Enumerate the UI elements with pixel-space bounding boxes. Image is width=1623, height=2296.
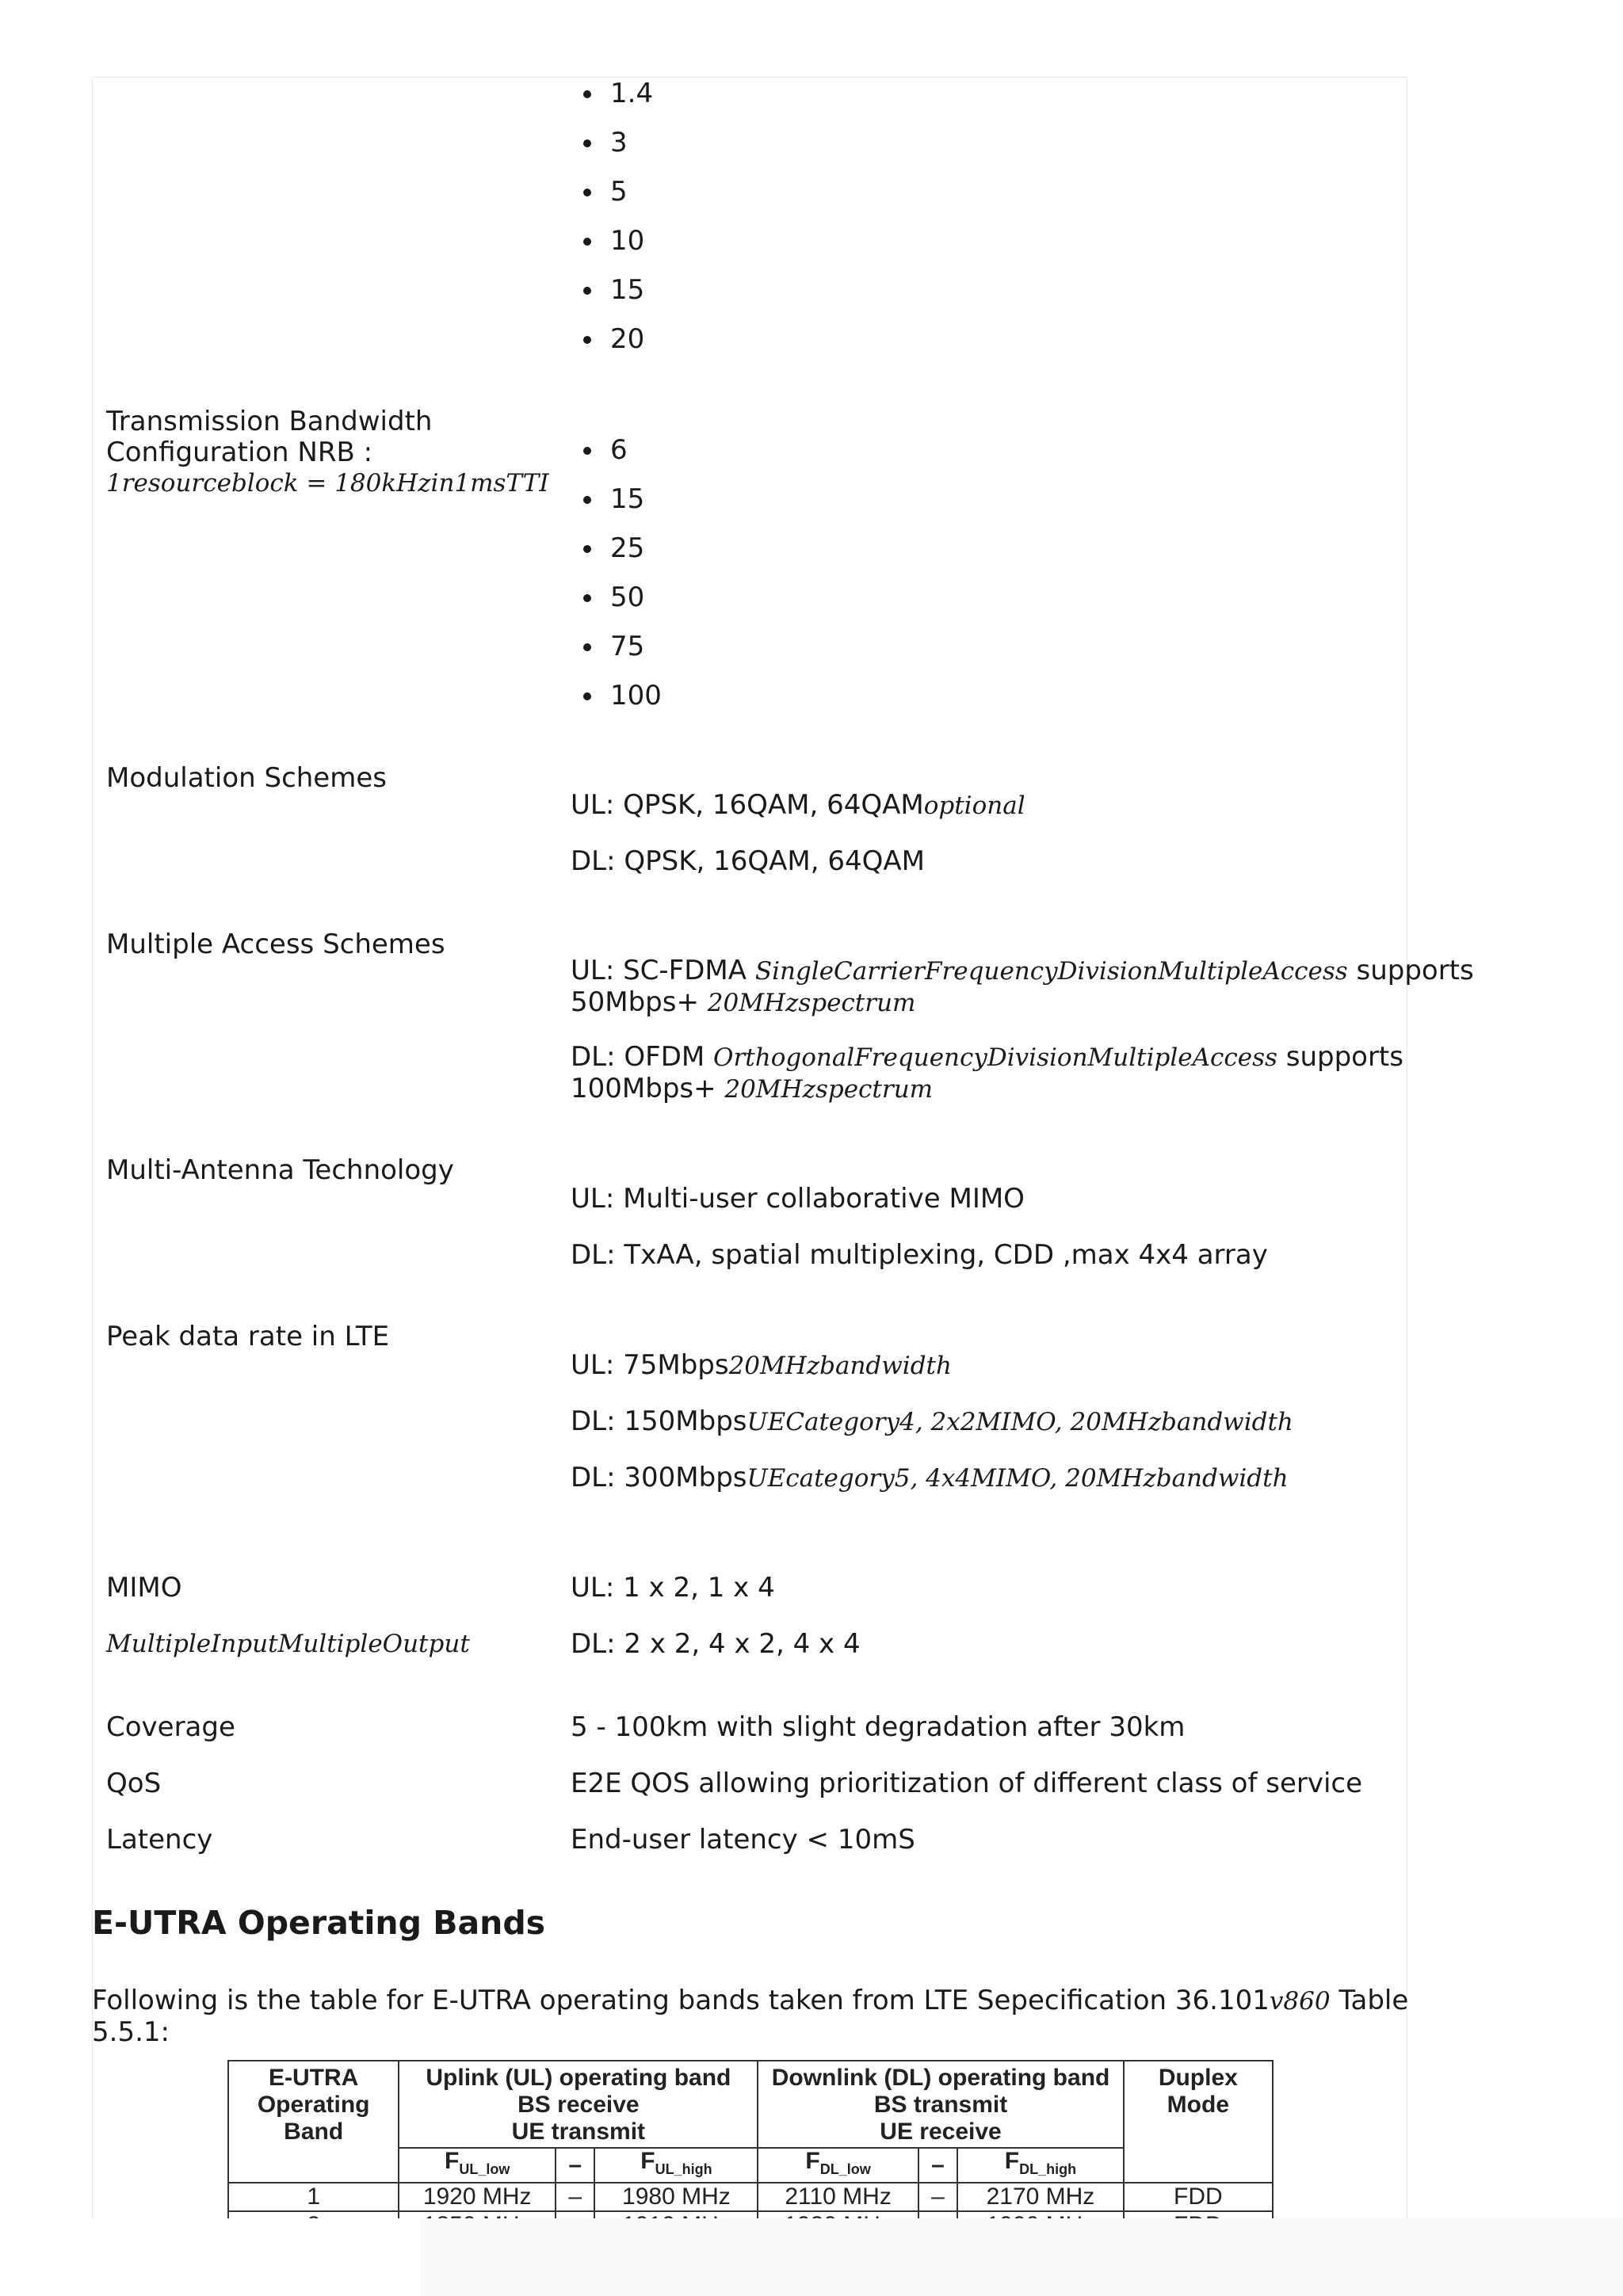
ul-expansion: SingleCarrierFrequencyDivisionMultipleAccess [754, 957, 1348, 986]
operating-bands-table [227, 2060, 1274, 2241]
mimo-label-note: MultipleInputMultipleOutput [106, 1630, 470, 1658]
ul-line2: 50Mbps+ [571, 986, 708, 1018]
list-item: 20 [610, 323, 653, 372]
ul-suffix: supports [1347, 955, 1474, 986]
sub-dl-low [758, 2148, 918, 2183]
latency-label: Latency [106, 1824, 213, 1855]
sub-ul-low [399, 2148, 556, 2183]
peak-dl1-text: DL: 150Mbps [571, 1405, 747, 1437]
peak-rate-dl1 [571, 1406, 1293, 1438]
cell-dl-high: 2170 MHz [957, 2183, 1123, 2211]
modulation-ul-note: optional [923, 791, 1025, 820]
peak-rate-ul [571, 1350, 952, 1382]
mimo-dl: DL: 2 x 2, 4 x 2, 4 x 4 [571, 1628, 861, 1660]
cell-ul-low: 1920 MHz [399, 2183, 556, 2211]
cell-band: 1 [228, 2183, 399, 2211]
header-band-line: Band [284, 2119, 344, 2145]
list-item: 5 [610, 176, 653, 225]
header-duplex-line: Duplex [1158, 2065, 1238, 2091]
sub-ul-dash: – [556, 2148, 594, 2183]
list-item: 6 [610, 434, 662, 483]
multi-antenna-ul: UL: Multi-user collaborative MIMO [571, 1183, 1025, 1215]
sub-dl-dash: – [918, 2148, 957, 2183]
sub-index: DL_high [1019, 2161, 1077, 2177]
cell-ul-high: 1980 MHz [594, 2183, 758, 2211]
header-uplink-line: UE transmit [511, 2119, 646, 2145]
peak-ul-text: UL: 75Mbps [571, 1349, 729, 1381]
content-frame [92, 77, 1407, 2219]
header-downlink-line: UE receive [880, 2119, 1002, 2145]
sub-index: UL_high [655, 2161, 712, 2177]
nrb-formula: 1resourceblock = 180kHzin1msTTI [106, 469, 549, 498]
multiple-access-label: Multiple Access Schemes [106, 929, 445, 960]
peak-dl1-note: UECategory4, 2x2MIMO, 20MHzbandwidth [747, 1408, 1293, 1436]
table-row [228, 2183, 1273, 2211]
modulation-label: Modulation Schemes [106, 762, 387, 794]
list-item: 10 [610, 225, 653, 274]
modulation-dl: DL: QPSK, 16QAM, 64QAM [571, 845, 925, 877]
coverage-label: Coverage [106, 1711, 235, 1743]
header-uplink-line: Uplink (UL) operating band [426, 2065, 731, 2091]
header-downlink [758, 2061, 1123, 2148]
sub-symbol: F [640, 2148, 655, 2174]
multiple-access-ul [571, 955, 1474, 1019]
multiple-access-dl [571, 1042, 1403, 1105]
dl-suffix: supports [1277, 1041, 1403, 1073]
list-item: 15 [610, 483, 662, 532]
intro-version: v860 [1269, 1987, 1331, 2016]
section-intro [92, 1985, 1408, 2048]
list-item: 3 [610, 127, 653, 176]
list-item: 25 [610, 532, 662, 582]
list-item: 15 [610, 274, 653, 323]
cell-dl-low: 2110 MHz [758, 2183, 918, 2211]
list-item: 100 [610, 680, 662, 729]
peak-dl2-text: DL: 300Mbps [571, 1462, 747, 1493]
intro-tail: Table [1330, 1985, 1409, 2016]
qos-value: E2E QOS allowing prioritization of different class of service [571, 1768, 1363, 1799]
intro-line2: 5.5.1: [92, 2016, 170, 2048]
nrb-label-line1: Transmission Bandwidth [106, 406, 433, 437]
dl-line2: 100Mbps+ [571, 1073, 725, 1104]
sub-ul-high [594, 2148, 758, 2183]
nrb-label [106, 406, 549, 499]
sub-symbol: F [805, 2148, 820, 2174]
mimo-label: MIMO [106, 1572, 182, 1604]
nrb-label-line2: Configuration NRB : [106, 437, 373, 468]
header-duplex [1124, 2061, 1273, 2183]
nrb-list [610, 434, 662, 729]
qos-label: QoS [106, 1768, 162, 1799]
dl-expansion: OrthogonalFrequencyDivisionMultipleAccess [713, 1043, 1277, 1072]
cell-mode: FDD [1124, 2183, 1273, 2211]
list-item: 75 [610, 631, 662, 680]
sub-index: DL_low [819, 2161, 871, 2177]
dl-prefix: DL: OFDM [571, 1041, 714, 1073]
sub-symbol: F [445, 2148, 460, 2174]
header-uplink [399, 2061, 758, 2148]
mimo-ul: UL: 1 x 2, 1 x 4 [571, 1572, 775, 1604]
modulation-ul [571, 790, 1025, 822]
list-item: 50 [610, 582, 662, 631]
ul-line2-note: 20MHzspectrum [707, 989, 916, 1017]
latency-value: End-user latency < 10mS [571, 1824, 915, 1855]
header-uplink-line: BS receive [517, 2092, 640, 2118]
cell-dash: – [918, 2183, 957, 2211]
sub-index: UL_low [459, 2161, 510, 2177]
modulation-ul-text: UL: QPSK, 16QAM, 64QAM [571, 789, 924, 821]
list-item: 1.4 [610, 78, 653, 127]
multi-antenna-dl: DL: TxAA, spatial multiplexing, CDD ,max 4x4 array [571, 1239, 1268, 1271]
table-header-row [228, 2061, 1273, 2148]
sub-symbol: F [1004, 2148, 1020, 2174]
ul-prefix: UL: SC-FDMA [571, 955, 755, 986]
sub-dl-high [957, 2148, 1123, 2183]
page-bottom-shade [420, 2218, 1623, 2296]
peak-dl2-note: UEcategory5, 4x4MIMO, 20MHzbandwidth [747, 1464, 1289, 1493]
peak-rate-dl2 [571, 1463, 1289, 1494]
header-band [228, 2061, 399, 2183]
intro-line1: Following is the table for E-UTRA operating bands taken from LTE Sepecification 36.101 [92, 1985, 1270, 2016]
bandwidth-list [610, 78, 653, 372]
multi-antenna-label: Multi-Antenna Technology [106, 1154, 454, 1186]
peak-rate-label: Peak data rate in LTE [106, 1321, 390, 1352]
section-heading: E-UTRA Operating Bands [92, 1904, 546, 1942]
coverage-value: 5 - 100km with slight degradation after 30km [571, 1711, 1186, 1743]
peak-ul-note: 20MHzbandwidth [728, 1352, 952, 1380]
header-downlink-line: Downlink (DL) operating band [771, 2065, 1110, 2091]
header-duplex-line: Mode [1167, 2092, 1229, 2118]
cell-dash: – [556, 2183, 594, 2211]
dl-line2-note: 20MHzspectrum [724, 1075, 934, 1104]
header-band-line: E-UTRA [269, 2065, 359, 2091]
page-bottom-mask [0, 2218, 1623, 2296]
header-downlink-line: BS transmit [873, 2092, 1008, 2118]
header-band-line: Operating [257, 2092, 370, 2118]
